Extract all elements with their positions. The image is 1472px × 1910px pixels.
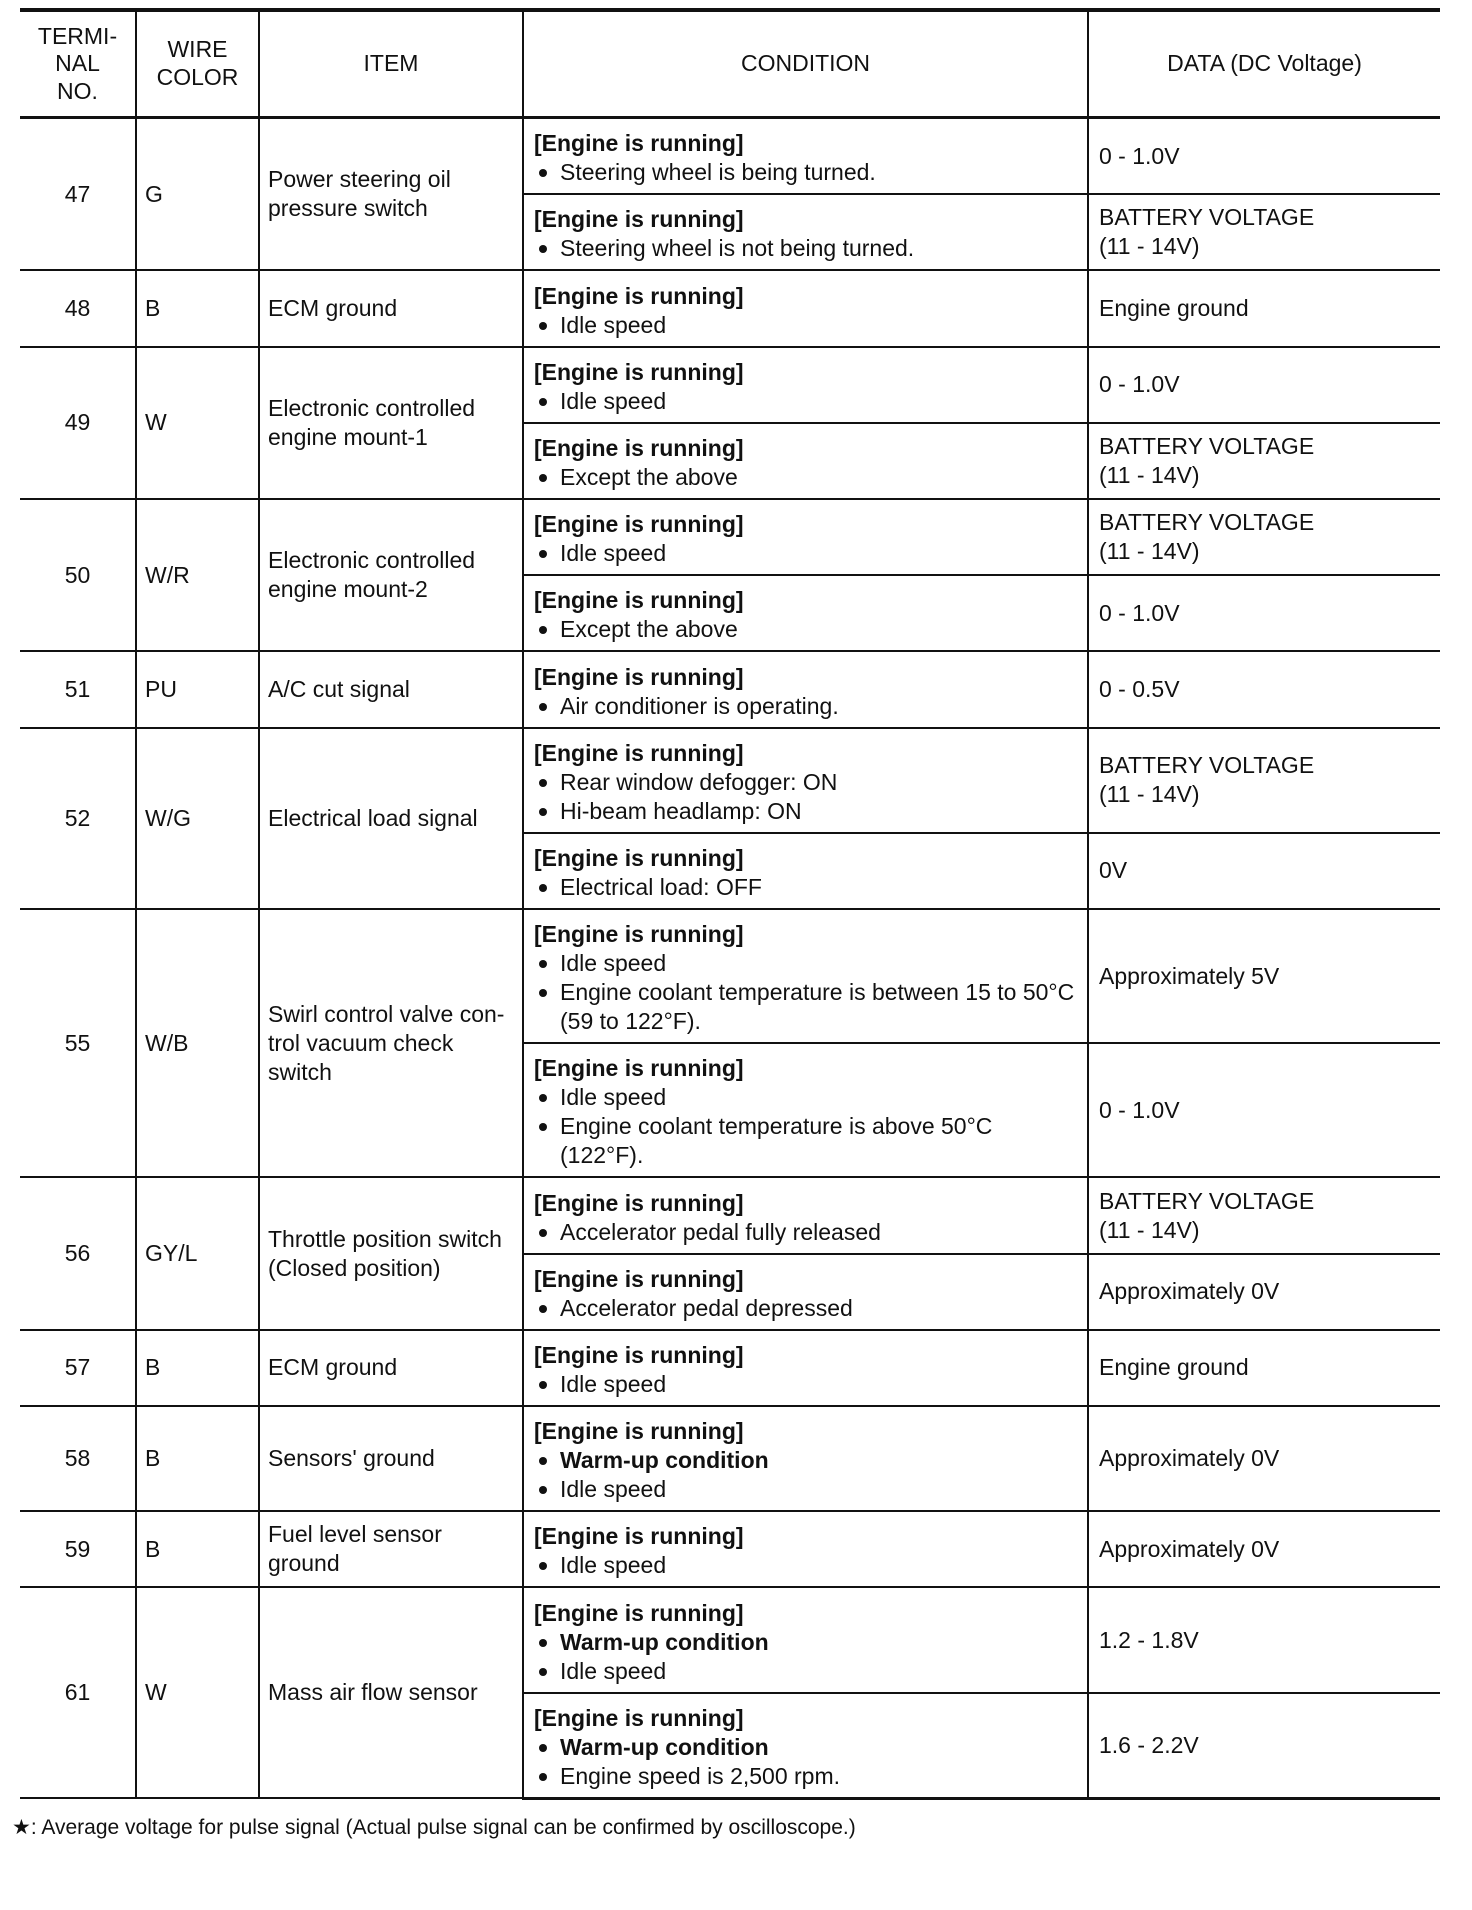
condition-item-text: Idle speed	[560, 311, 667, 338]
data-cell: BATTERY VOLTAGE (11 - 14V)	[1088, 1177, 1440, 1253]
condition-item	[534, 797, 1079, 826]
condition-heading: [Engine is running]	[534, 1704, 744, 1731]
table-row	[20, 499, 1440, 575]
bullet-icon	[539, 1381, 547, 1389]
bullet-icon	[539, 169, 547, 177]
condition-heading: [Engine is running]	[534, 1418, 744, 1445]
condition-item-text: Warm-up condition	[560, 1447, 769, 1474]
terminal-cell: 56	[20, 1177, 136, 1329]
condition-item	[534, 1551, 1079, 1580]
bullet-icon	[539, 1773, 547, 1781]
table-row	[20, 1587, 1440, 1692]
data-cell: Approximately 0V	[1088, 1406, 1440, 1511]
bullet-icon	[539, 1486, 547, 1494]
terminal-cell: 49	[20, 347, 136, 499]
condition-cell	[523, 1693, 1088, 1799]
condition-cell	[523, 194, 1088, 270]
condition-cell	[523, 118, 1088, 195]
condition-item-text: Idle speed	[560, 387, 667, 414]
condition-item-text: Idle speed	[560, 1476, 667, 1503]
wire-color-cell: B	[136, 270, 259, 346]
condition-cell	[523, 1330, 1088, 1406]
condition-heading: [Engine is running]	[534, 358, 744, 385]
table-header	[20, 10, 1440, 118]
condition-item-text: Idle speed	[560, 1552, 667, 1579]
condition-item	[534, 158, 1079, 187]
condition-item-text: Air conditioner is operating.	[560, 692, 839, 719]
condition-item	[534, 615, 1079, 644]
data-cell: Approximately 0V	[1088, 1511, 1440, 1587]
condition-heading: [Engine is running]	[534, 844, 744, 871]
condition-cell	[523, 1587, 1088, 1692]
bullet-icon	[539, 960, 547, 968]
condition-item-text: Rear window defogger: ON	[560, 768, 838, 795]
condition-item-text: Steering wheel is being turned.	[560, 159, 876, 186]
wire-color-cell: B	[136, 1406, 259, 1511]
condition-heading: [Engine is running]	[534, 130, 744, 157]
condition-item-text: Idle speed	[560, 1657, 667, 1684]
item-cell: Electronic controlled engine mount-2	[259, 499, 523, 651]
bullet-icon	[539, 884, 547, 892]
condition-cell	[523, 575, 1088, 651]
item-cell: Power steering oil pressure switch	[259, 118, 523, 271]
condition-heading: [Engine is running]	[534, 1599, 744, 1626]
item-cell: Swirl control valve con-trol vacuum check switch	[259, 909, 523, 1177]
table-row	[20, 118, 1440, 195]
terminal-cell: 61	[20, 1587, 136, 1798]
item-cell: Mass air flow sensor	[259, 1587, 523, 1798]
condition-cell	[523, 347, 1088, 423]
condition-item-text: Electrical load: OFF	[560, 873, 762, 900]
condition-heading: [Engine is running]	[534, 434, 744, 461]
condition-cell	[523, 499, 1088, 575]
condition-item	[534, 1112, 1079, 1170]
condition-item	[534, 1657, 1079, 1686]
condition-item	[534, 949, 1079, 978]
condition-item-text: Idle speed	[560, 950, 667, 977]
wire-color-cell: W/R	[136, 499, 259, 651]
condition-item	[534, 978, 1079, 1036]
condition-cell	[523, 1043, 1088, 1177]
condition-heading: [Engine is running]	[534, 282, 744, 309]
condition-item	[534, 692, 1079, 721]
condition-heading: [Engine is running]	[534, 739, 744, 766]
wire-color-cell: PU	[136, 651, 259, 727]
table-row	[20, 1511, 1440, 1587]
condition-item-text: Engine coolant temperature is between 15 to 50°C (59 to 122°F).	[560, 979, 1075, 1035]
terminal-cell: 48	[20, 270, 136, 346]
condition-cell	[523, 1254, 1088, 1330]
bullet-icon	[539, 1094, 547, 1102]
table-row	[20, 651, 1440, 727]
condition-heading: [Engine is running]	[534, 1055, 744, 1082]
condition-item	[534, 463, 1079, 492]
item-cell: Electronic controlled engine mount-1	[259, 347, 523, 499]
condition-heading: [Engine is running]	[534, 663, 744, 690]
wire-color-cell: B	[136, 1511, 259, 1587]
condition-item	[534, 1733, 1079, 1762]
condition-item	[534, 873, 1079, 902]
wire-color-cell: GY/L	[136, 1177, 259, 1329]
terminal-cell: 47	[20, 118, 136, 271]
data-cell: BATTERY VOLTAGE (11 - 14V)	[1088, 194, 1440, 270]
bullet-icon	[539, 1123, 547, 1131]
data-cell: 1.2 - 1.8V	[1088, 1587, 1440, 1692]
bullet-icon	[539, 808, 547, 816]
terminal-cell: 52	[20, 728, 136, 909]
data-cell: Engine ground	[1088, 1330, 1440, 1406]
condition-heading: [Engine is running]	[534, 1189, 744, 1216]
item-cell: Throttle position switch (Closed position)	[259, 1177, 523, 1329]
table-row	[20, 728, 1440, 833]
data-cell: BATTERY VOLTAGE (11 - 14V)	[1088, 728, 1440, 833]
bullet-icon	[539, 322, 547, 330]
condition-heading: [Engine is running]	[534, 921, 744, 948]
footnote: ★: Average voltage for pulse signal (Actual pulse signal can be confirmed by oscilloscope.)	[12, 1816, 856, 1839]
bullet-icon	[539, 626, 547, 634]
condition-item-text: Idle speed	[560, 1370, 667, 1397]
data-cell: BATTERY VOLTAGE (11 - 14V)	[1088, 499, 1440, 575]
data-cell: BATTERY VOLTAGE (11 - 14V)	[1088, 423, 1440, 499]
table-row	[20, 1177, 1440, 1253]
condition-heading: [Engine is running]	[534, 206, 744, 233]
condition-item	[534, 768, 1079, 797]
condition-item-text: Engine speed is 2,500 rpm.	[560, 1762, 841, 1789]
bullet-icon	[539, 703, 547, 711]
table-row	[20, 909, 1440, 1043]
condition-item-text: Engine coolant temperature is above 50°C (122°F).	[560, 1113, 993, 1169]
data-cell: 0V	[1088, 833, 1440, 909]
bullet-icon	[539, 474, 547, 482]
wire-color-cell: W/B	[136, 909, 259, 1177]
condition-item-text: Warm-up condition	[560, 1733, 769, 1760]
condition-item	[534, 1218, 1079, 1247]
condition-item	[534, 1370, 1079, 1399]
bullet-icon	[539, 550, 547, 558]
bullet-icon	[539, 398, 547, 406]
bullet-icon	[539, 1457, 547, 1465]
bullet-icon	[539, 779, 547, 787]
header-data: DATA (DC Voltage)	[1088, 10, 1440, 118]
condition-heading: [Engine is running]	[534, 587, 744, 614]
condition-cell	[523, 833, 1088, 909]
item-cell: Fuel level sensor ground	[259, 1511, 523, 1587]
condition-cell	[523, 270, 1088, 346]
header-terminal-no: TERMI- NAL NO.	[20, 10, 136, 118]
condition-item	[534, 1294, 1079, 1323]
condition-item	[534, 1083, 1079, 1112]
item-cell: Electrical load signal	[259, 728, 523, 909]
bullet-icon	[539, 1229, 547, 1237]
condition-item	[534, 539, 1079, 568]
data-cell: 0 - 1.0V	[1088, 347, 1440, 423]
condition-heading: [Engine is running]	[534, 511, 744, 538]
condition-item	[534, 1762, 1079, 1791]
condition-item-text: Accelerator pedal depressed	[560, 1294, 853, 1321]
terminal-cell: 50	[20, 499, 136, 651]
condition-item	[534, 387, 1079, 416]
condition-cell	[523, 1511, 1088, 1587]
wire-color-cell: W/G	[136, 728, 259, 909]
item-cell: ECM ground	[259, 1330, 523, 1406]
bullet-icon	[539, 245, 547, 253]
bullet-icon	[539, 989, 547, 997]
condition-item-text: Accelerator pedal fully released	[560, 1218, 881, 1245]
data-cell: Approximately 5V	[1088, 909, 1440, 1043]
condition-item-text: Idle speed	[560, 1084, 667, 1111]
header-condition: CONDITION	[523, 10, 1088, 118]
condition-cell	[523, 728, 1088, 833]
condition-heading: [Engine is running]	[534, 1341, 744, 1368]
terminal-cell: 55	[20, 909, 136, 1177]
data-cell: 1.6 - 2.2V	[1088, 1693, 1440, 1799]
terminal-cell: 59	[20, 1511, 136, 1587]
item-cell: Sensors' ground	[259, 1406, 523, 1511]
condition-cell	[523, 1177, 1088, 1253]
header-wire-color: WIRE COLOR	[136, 10, 259, 118]
data-cell: Engine ground	[1088, 270, 1440, 346]
wire-color-cell: W	[136, 347, 259, 499]
terminal-cell: 51	[20, 651, 136, 727]
terminal-data-table	[20, 8, 1440, 1800]
condition-cell	[523, 909, 1088, 1043]
table-body	[20, 118, 1440, 1799]
condition-item	[534, 1628, 1079, 1657]
condition-item-text: Except the above	[560, 616, 738, 643]
bullet-icon	[539, 1305, 547, 1313]
condition-cell	[523, 1406, 1088, 1511]
condition-item-text: Except the above	[560, 463, 738, 490]
wire-color-cell: G	[136, 118, 259, 271]
condition-item-text: Steering wheel is not being turned.	[560, 235, 915, 262]
table-row	[20, 1330, 1440, 1406]
condition-cell	[523, 651, 1088, 727]
data-cell: 0 - 1.0V	[1088, 118, 1440, 195]
terminal-cell: 57	[20, 1330, 136, 1406]
condition-item-text: Hi-beam headlamp: ON	[560, 797, 802, 824]
table-row	[20, 270, 1440, 346]
data-cell: 0 - 1.0V	[1088, 575, 1440, 651]
condition-item	[534, 1446, 1079, 1475]
bullet-icon	[539, 1562, 547, 1570]
table-row	[20, 347, 1440, 423]
bullet-icon	[539, 1668, 547, 1676]
condition-cell	[523, 423, 1088, 499]
terminal-cell: 58	[20, 1406, 136, 1511]
wire-color-cell: W	[136, 1587, 259, 1798]
table-row	[20, 1406, 1440, 1511]
condition-item	[534, 311, 1079, 340]
item-cell: ECM ground	[259, 270, 523, 346]
bullet-icon	[539, 1639, 547, 1647]
data-cell: 0 - 0.5V	[1088, 651, 1440, 727]
header-item: ITEM	[259, 10, 523, 118]
condition-item-text: Warm-up condition	[560, 1628, 769, 1655]
wire-color-cell: B	[136, 1330, 259, 1406]
condition-heading: [Engine is running]	[534, 1265, 744, 1292]
data-cell: 0 - 1.0V	[1088, 1043, 1440, 1177]
condition-item-text: Idle speed	[560, 540, 667, 567]
bullet-icon	[539, 1744, 547, 1752]
data-cell: Approximately 0V	[1088, 1254, 1440, 1330]
condition-item	[534, 234, 1079, 263]
condition-heading: [Engine is running]	[534, 1523, 744, 1550]
item-cell: A/C cut signal	[259, 651, 523, 727]
condition-item	[534, 1475, 1079, 1504]
